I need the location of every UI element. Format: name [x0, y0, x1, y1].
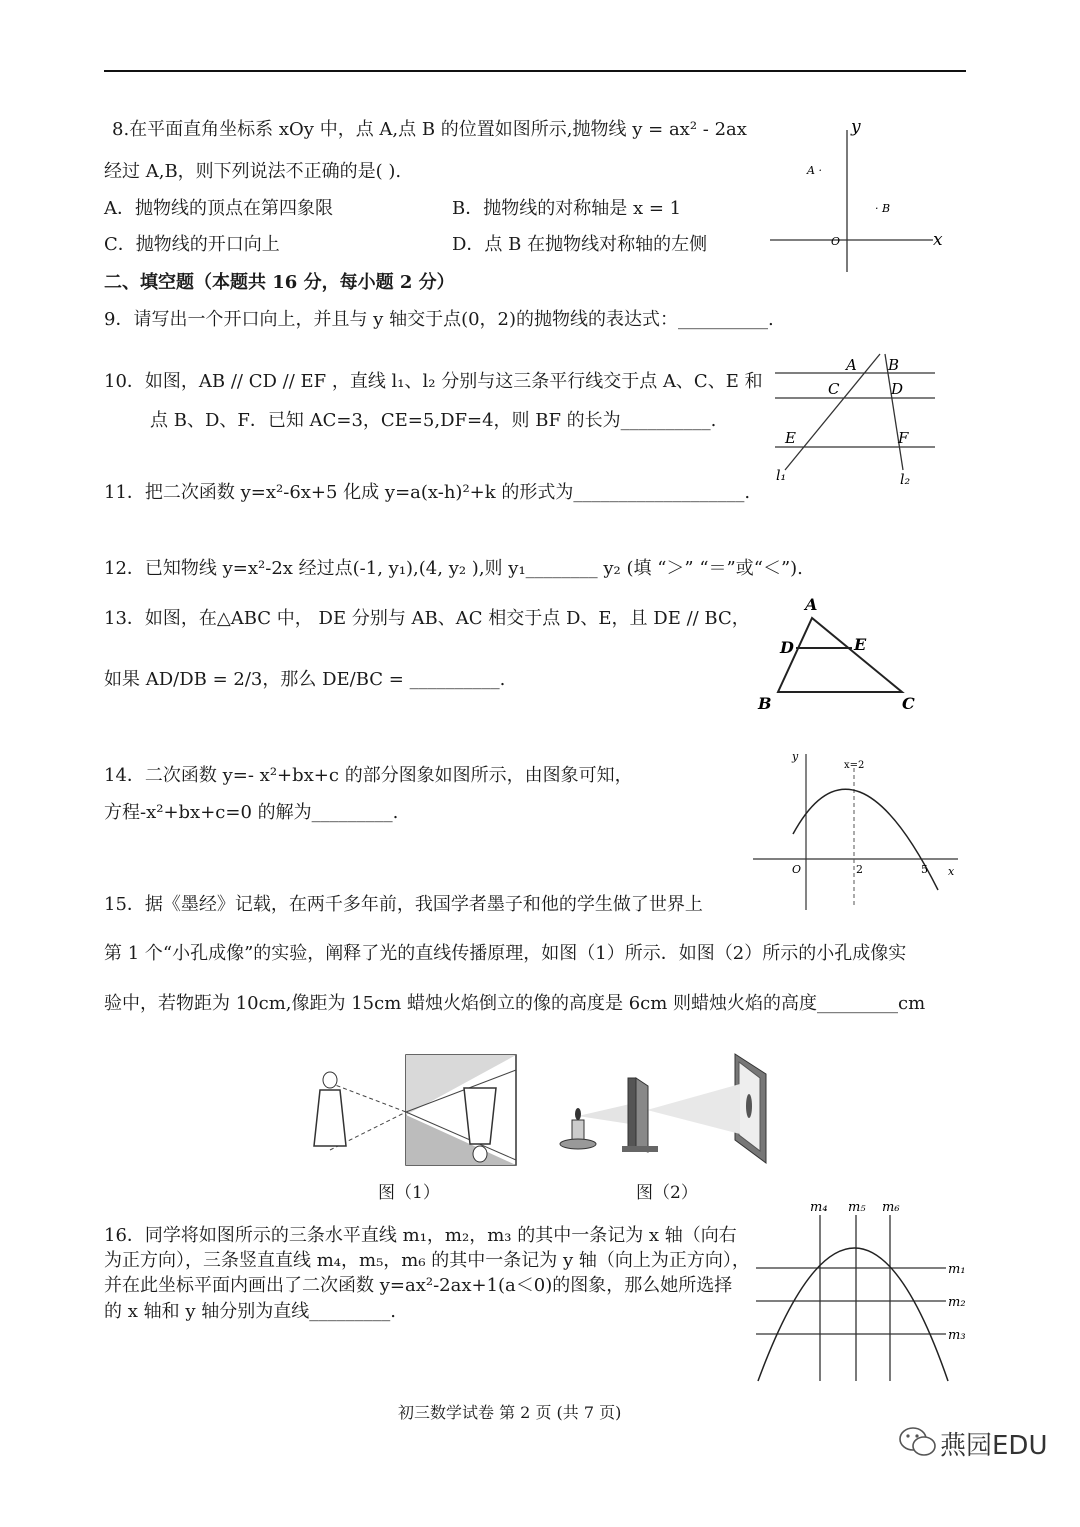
q14-line2: 方程-x²+bx+c=0 的解为_________.	[104, 802, 399, 823]
q16-line3: 并在此坐标平面内画出了二次函数 y=ax²-2ax+1(a＜0)的图象，那么她所选择	[104, 1275, 733, 1296]
q14-axis-label: x=2	[844, 760, 865, 771]
q8-option-d: D．点 B 在抛物线对称轴的左侧	[452, 234, 708, 255]
q14-y-label: y	[792, 750, 799, 763]
q8-x-label: x	[933, 230, 943, 250]
q10-line2: 点 B、D、F．已知 AC=3，CE=5,DF=4，则 BF 的长为__________.	[150, 410, 717, 431]
q10-label-b: B	[888, 356, 900, 374]
q15-line3: 验中，若物距为 10cm,像距为 15cm 蜡烛火焰倒立的像的高度是 6cm 则蜡烛火焰的高度_________cm	[104, 993, 926, 1014]
q14-parabola-figure	[748, 742, 963, 912]
q16-label-m2: m₂	[948, 1295, 966, 1310]
figure-1-caption: 图（1）	[378, 1183, 440, 1203]
q16-label-m4: m₄	[810, 1200, 828, 1215]
q14-line1: 14．二次函数 y=- x²+bx+c 的部分图象如图所示，由图象可知，	[104, 765, 633, 786]
q16-line4: 的 x 轴和 y 轴分别为直线_________.	[104, 1301, 396, 1322]
q12-text: 12．已知物线 y=x²-2x 经过点(-1, y₁),(4, y₂ ),则 y₁________ y₂ (填 “＞” “＝”或“＜”).	[104, 558, 803, 579]
q13-label-a: A	[805, 595, 818, 614]
q13-label-d: D	[780, 638, 794, 657]
wechat-icon	[898, 1425, 938, 1459]
q13-label-b: B	[758, 694, 772, 713]
q14-tick-2: 2	[856, 863, 863, 876]
q8-point-b: · B	[875, 202, 891, 215]
q8-option-c: C．抛物线的开口向上	[104, 234, 280, 255]
q14-origin-label: O	[792, 863, 802, 876]
q16-label-m1: m₁	[948, 1262, 966, 1277]
q16-label-m5: m₅	[848, 1200, 866, 1215]
q10-label-c: C	[828, 380, 840, 398]
figure-2-caption: 图（2）	[636, 1183, 698, 1203]
q10-label-l1: l₁	[776, 468, 787, 484]
q8-origin-label: O	[831, 235, 841, 248]
q8-line1: 8.在平面直角坐标系 xOy 中，点 A,点 B 的位置如图所示,抛物线 y = ax² - 2ax	[112, 119, 747, 140]
q13-label-e: E	[854, 635, 867, 654]
q13-line2: 如果 AD/DB = 2/3，那么 DE/BC = __________.	[104, 669, 506, 690]
q8-y-label: y	[851, 117, 861, 137]
q8-point-a: A ·	[807, 164, 822, 177]
q13-triangle-figure	[750, 590, 930, 720]
q10-parallel-lines-figure	[770, 352, 940, 492]
pinhole-figure-2	[552, 1048, 767, 1168]
q15-line1: 15．据《墨经》记载，在两千多年前，我国学者墨子和他的学生做了世界上	[104, 894, 703, 915]
q10-line1: 10．如图，AB // CD // EF ，直线 l₁、l₂ 分别与这三条平行线交于点 A、C、E 和	[104, 371, 763, 392]
watermark-text: 燕园EDU	[940, 1431, 1048, 1461]
q15-line2: 第 1 个“小孔成像”的实验，阐释了光的直线传播原理，如图（1）所示．如图（2）所示的小孔成像实	[104, 943, 907, 964]
q8-option-b: B．抛物线的对称轴是 x = 1	[452, 198, 682, 219]
q10-label-d: D	[891, 380, 904, 398]
q13-label-c: C	[902, 694, 915, 713]
section-2-title: 二、填空题（本题共 16 分，每小题 2 分）	[104, 272, 455, 293]
q10-label-a: A	[846, 356, 857, 374]
q14-x-label: x	[948, 865, 955, 878]
q16-label-m6: m₆	[882, 1200, 900, 1215]
q10-label-l2: l₂	[900, 472, 911, 488]
pinhole-figure-1	[300, 1050, 530, 1170]
q13-line1: 13．如图，在△ABC 中， DE 分别与 AB、AC 相交于点 D、E，且 DE // BC，	[104, 608, 750, 629]
q16-label-m3: m₃	[948, 1328, 966, 1343]
q8-line2: 经过 A,B，则下列说法不正确的是( ).	[104, 161, 402, 182]
q16-line1: 16．同学将如图所示的三条水平直线 m₁，m₂，m₃ 的其中一条记为 x 轴（向右	[104, 1225, 737, 1246]
page-footer: 初三数学试卷 第 2 页 (共 7 页)	[398, 1403, 622, 1422]
q9-text: 9．请写出一个开口向上，并且与 y 轴交于点(0，2)的抛物线的表达式：__________.	[104, 309, 774, 330]
q16-line2: 为正方向），三条竖直直线 m₄，m₅，m₆ 的其中一条记为 y 轴（向上为正方向），	[104, 1250, 750, 1271]
q11-text: 11．把二次函数 y=x²-6x+5 化成 y=a(x-h)²+k 的形式为___________________.	[104, 482, 751, 503]
q10-label-f: F	[898, 429, 909, 447]
header-rule	[104, 70, 966, 72]
q14-tick-5: 5	[921, 863, 928, 876]
q16-grid-figure	[748, 1195, 973, 1385]
q8-option-a: A．抛物线的顶点在第四象限	[104, 198, 333, 219]
q10-label-e: E	[785, 429, 796, 447]
q8-coordinate-figure	[765, 112, 955, 277]
